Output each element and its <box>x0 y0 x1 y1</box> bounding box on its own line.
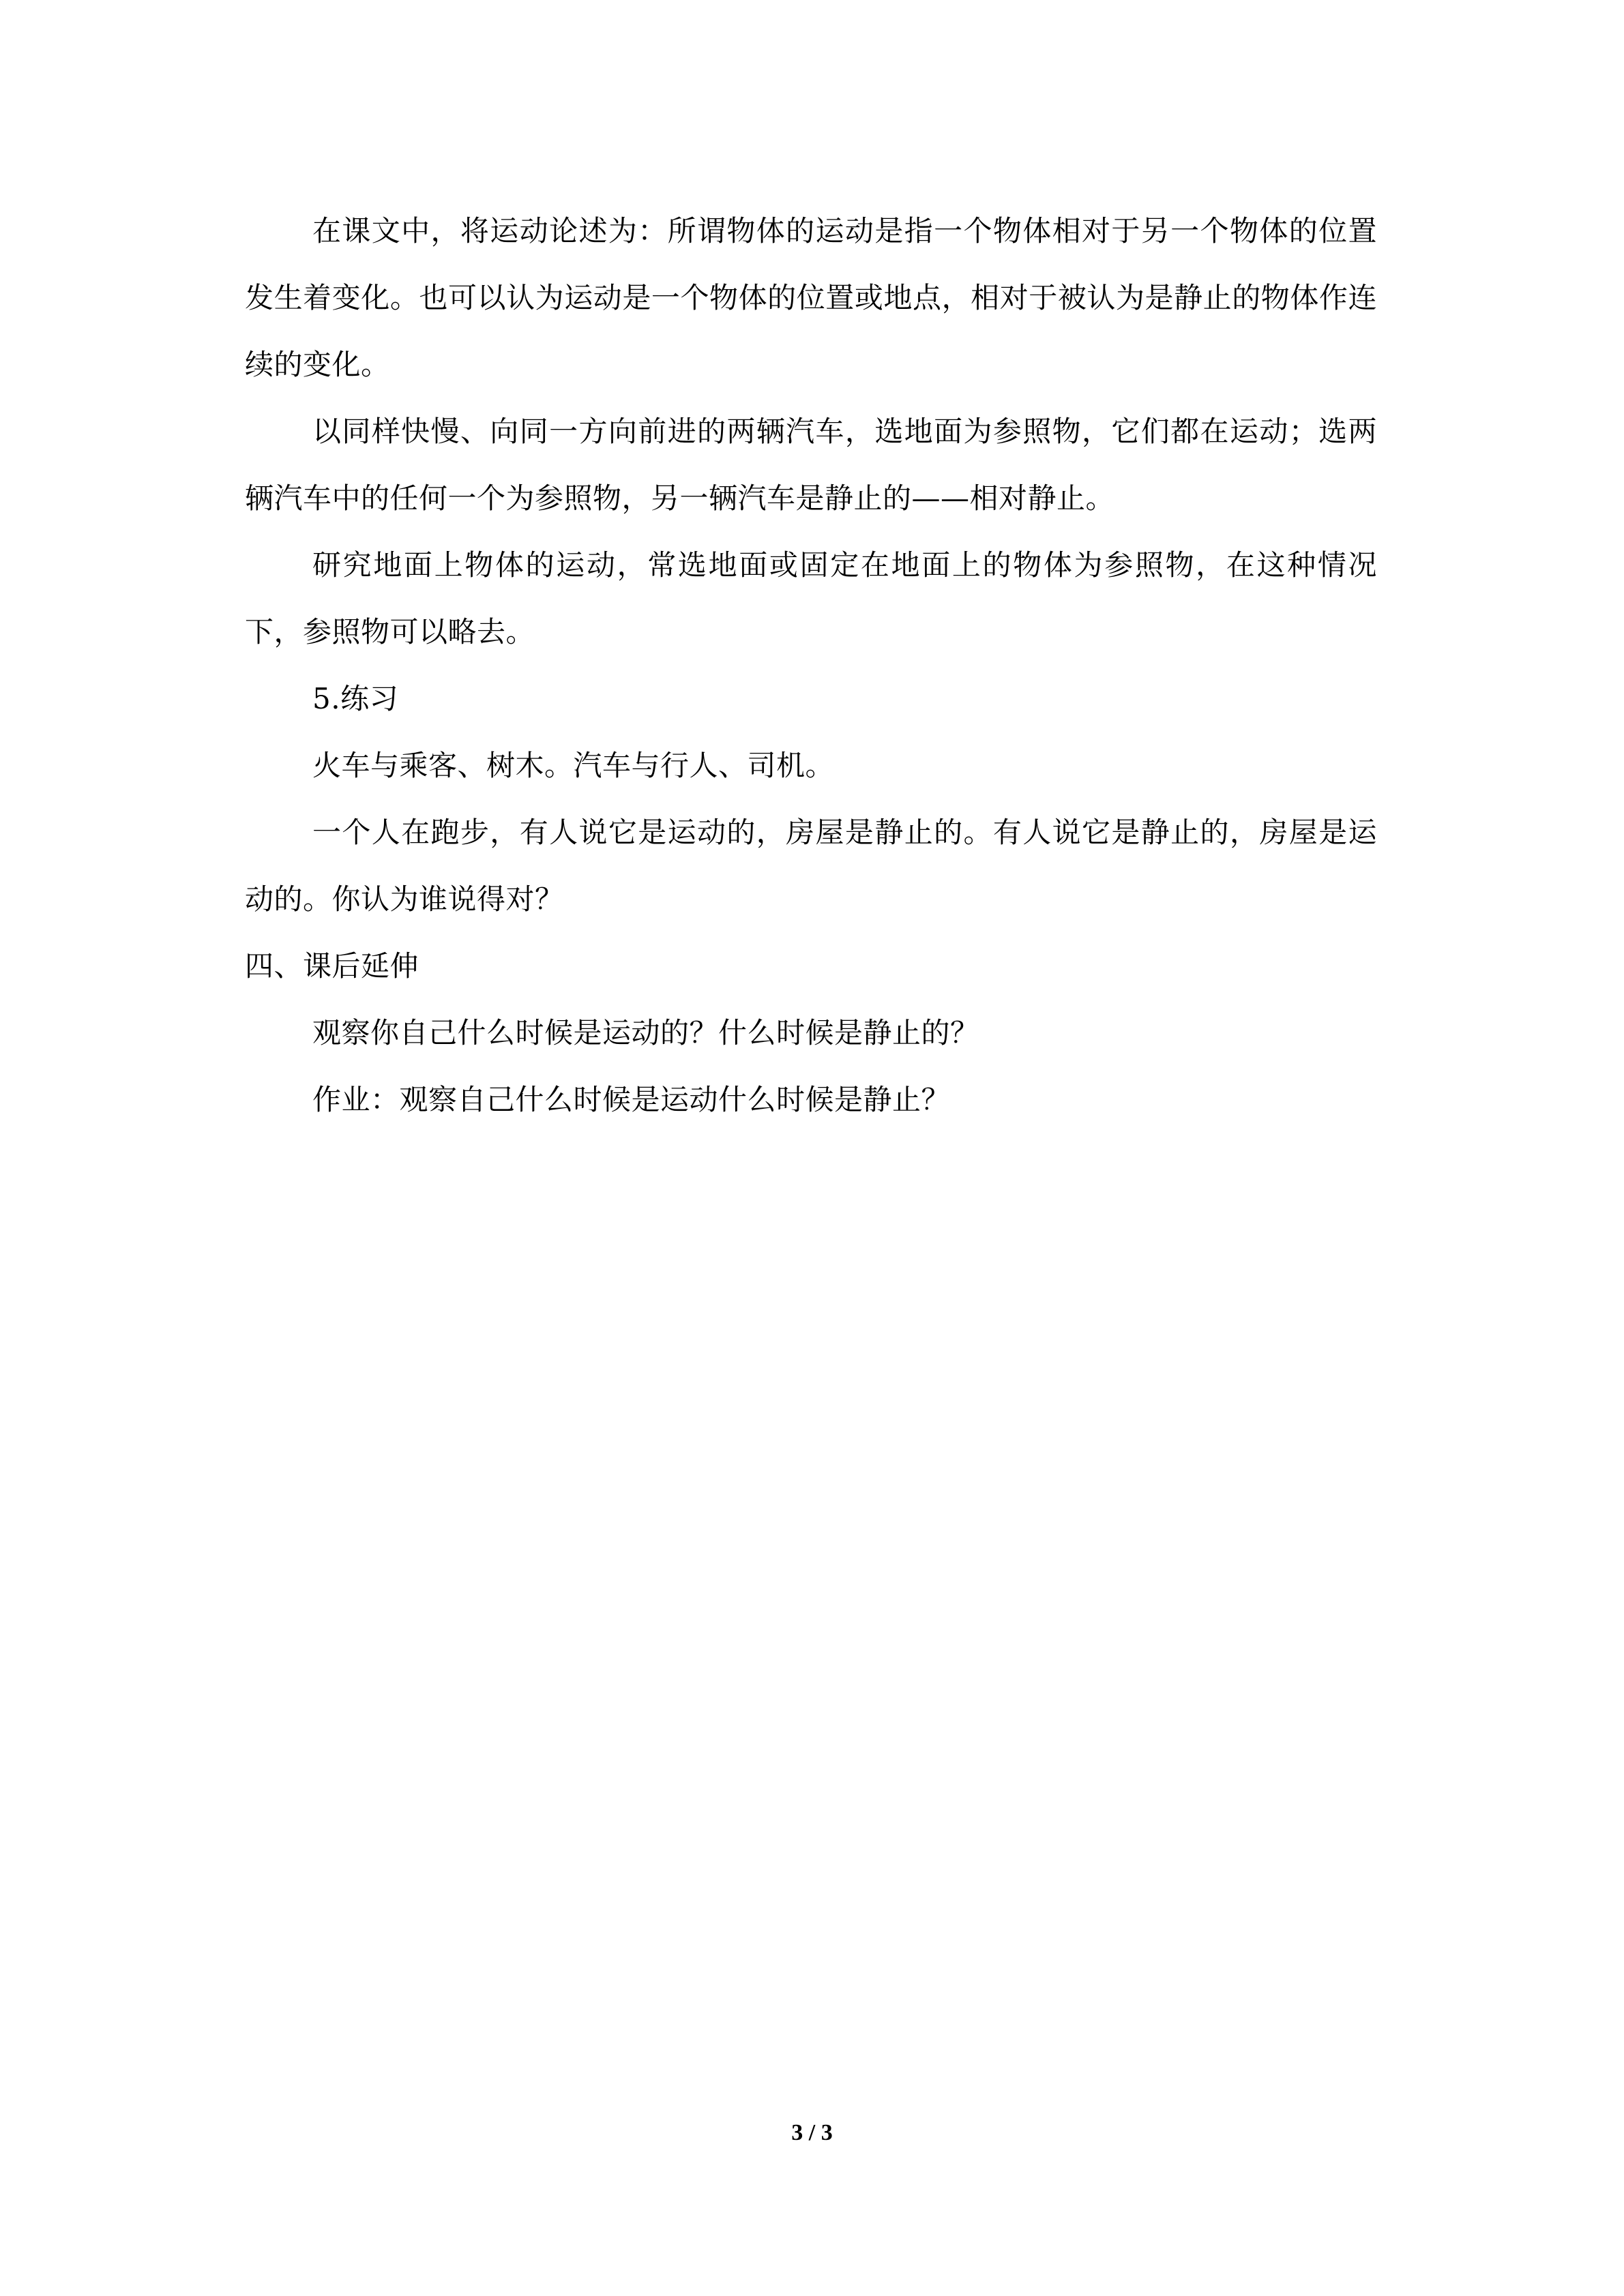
paragraph-observe-question: 观察你自己什么时候是运动的？什么时候是静止的？ <box>312 1016 979 1049</box>
paragraph-ground-reference: 研究地面上物体的运动，常选地面或固定在地面上的物体为参照物，在这种情况下，参照物可以略去。 <box>245 548 1377 648</box>
paragraph-running-question: 一个人在跑步，有人说它是运动的，房屋是静止的。有人说它是静止的，房屋是运动的。你认为谁说得对？ <box>245 816 1377 916</box>
paragraph-two-cars-example: 以同样快慢、向同一方向前进的两辆汽车，选地面为参照物，它们都在运动；选两辆汽车中的任何一个为参照物，另一辆汽车是静止的——相对静止。 <box>245 415 1377 515</box>
paragraph-exercise-pairs: 火车与乘客、树木。汽车与行人、司机。 <box>312 749 835 782</box>
paragraph-motion-definition: 在课文中，将运动论述为：所谓物体的运动是指一个物体相对于另一个物体的位置发生着变化。也可以认为运动是一个物体的位置或地点，相对于被认为是静止的物体作连续的变化。 <box>245 214 1377 381</box>
section-heading-exercise: 5.练习 <box>312 682 399 715</box>
section-heading-extension: 四、课后延伸 <box>245 949 419 983</box>
document-body <box>245 198 1377 1133</box>
page-number: 3 / 3 <box>791 2120 833 2145</box>
paragraph-homework: 作业：观察自己什么时候是运动什么时候是静止？ <box>312 1083 951 1116</box>
